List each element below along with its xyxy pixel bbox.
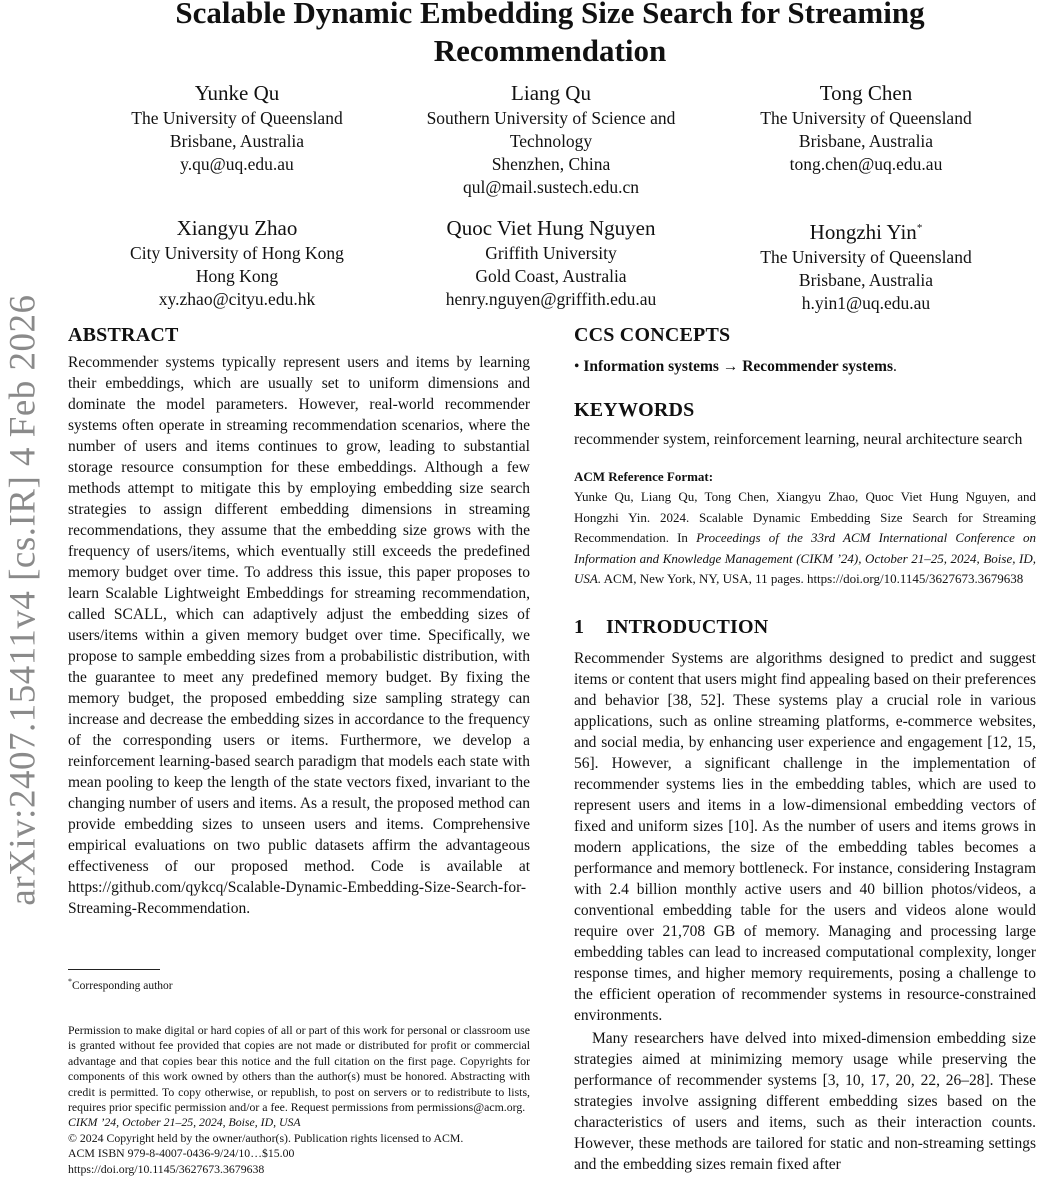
acm-reference-publisher: ACM, New York, NY, USA, 11 pages. https://doi.org/10.1145/3627673.3679638 [601, 571, 1024, 586]
section-number: 1 [574, 615, 585, 638]
ccs-heading: CCS CONCEPTS [574, 324, 731, 346]
abstract-text: Recommender systems typically represent users and items by learning their embeddings, which are usually set to uniform dimensions and dominate the model parameters. However, real-world recommender systems often operate in streaming recommendation scenarios, where the number of users and items continues to grow, leading to substantial storage resource consumption for these embeddings. Although a few methods attempt to mitigate this by employing embedding size search strategies to assign different embedding dimensions in streaming recommendations, they assume that the embedding size grows with the frequency of users/items, which eventually still exceeds the predefined memory budget over time. To address this issue, this paper proposes to learn Scalable Lightweight Embeddings for streaming recommendation, called SCALL, which can adaptively adjust the embedding sizes of users/items within a given memory budget over time. Specifically, we propose to sample embedding sizes from a probabilistic distribution, with the guarantee to meet any predefined memory budget. By fixing the memory budget, the proposed embedding size sampling strategy can increase and decrease the embedding sizes in accordance to the frequency of the corresponding users or items. Furthermore, we develop a reinforcement learning-based search paradigm that models each state with mean pooling to keep the length of the state vectors fixed, invariant to the changing number of users and items. As a result, the proposed method can provide embedding sizes to unseen users and items. Comprehensive empirical evaluations on two public datasets affirm the advantageous effectiveness of our proposed method. Code is available at https://github.com/qykcq/Scalable-Dynamic-Embedding-Size-Search-for-Streaming-Recommendation. [68, 354, 530, 917]
author-location: Brisbane, Australia [169, 131, 305, 151]
author-location: Brisbane, Australia [798, 131, 934, 151]
author-location: Gold Coast, Australia [475, 266, 627, 286]
paper-title: Scalable Dynamic Embedding Size Search for Streaming Recommendation [175, 0, 925, 68]
author-affiliation: The University of Queensland [760, 108, 972, 128]
ccs-concept: Information systems [583, 358, 719, 375]
author-email: qul@mail.sustech.edu.cn [462, 177, 639, 197]
left-column [68, 322, 530, 919]
acm-reference-proceedings: Proceedings of the 33rd ACM International Conference on Information and Knowledge Management (CIKM ’24), October 21–25, 2024, Boise, ID, USA. [574, 530, 1036, 586]
author-location: Hong Kong [195, 266, 279, 286]
author-block-3 [737, 80, 995, 176]
author-name: Xiangyu Zhao [176, 216, 298, 240]
intro-paragraph-1: Recommender Systems are algorithms designed to predict and suggest items or content that users might find appealing based on their preferences and behavior [38, 52]. These systems play a crucial role in various applications, such as online streaming platforms, e-commerce websites, and social media, by enhancing user experience and engagement [12, 15, 56]. However, a significant challenge in the implementation of recommender systems lies in the embedding tables, which are used to represent users and items in a low-dimensional embedding vectors of fixed and uniform sizes [10]. As the number of users and items grows in modern applications, the size of the embedding tables becomes a performance and memory bottleneck. For instance, considering Instagram with 2.4 billion monthly active users and 40 billion photos/videos, a conventional embedding table for the users and videos alone would require over 21,708 GB of memory. Managing and processing large embedding tables can lead to increased computational complexity, longer response times, and higher memory requirements, posing a challenge to the efficient operation of recommender systems in resource-constrained environments. [574, 649, 1036, 1024]
author-block-1 [110, 80, 364, 176]
author-block-6 [737, 215, 995, 315]
ccs-end: . [893, 358, 897, 375]
abstract-heading: ABSTRACT [68, 324, 179, 346]
author-name: Liang Qu [511, 81, 591, 105]
author-affiliation: Southern University of Science and Technology [426, 108, 676, 151]
author-block-4 [110, 215, 364, 311]
author-email: h.yin1@uq.edu.au [801, 293, 931, 313]
copyright-line: © 2024 Copyright held by the owner/author(s). Publication rights licensed to ACM. [68, 1130, 464, 1145]
keywords-heading: KEYWORDS [574, 399, 695, 421]
author-location: Shenzhen, China [491, 154, 611, 174]
acm-reference-authors: Yunke Qu, Liang Qu, Tong Chen, Xiangyu Zhao, Quoc Viet Hung Nguyen, and Hongzhi Yin. 2024. Scalable Dynamic Embedding Size Search for Streaming Recommendation. In [574, 489, 1036, 545]
section-title: INTRODUCTION [606, 615, 769, 638]
author-affiliation: The University of Queensland [131, 108, 343, 128]
author-name-text: Hongzhi Yin [809, 220, 917, 244]
acm-reference-heading: ACM Reference Format: [574, 469, 714, 484]
author-affiliation: Griffith University [485, 243, 617, 263]
author-location: Brisbane, Australia [798, 270, 934, 290]
author-name: Yunke Qu [194, 81, 280, 105]
arrow-icon: → [722, 358, 739, 375]
footnote-mark: * [68, 977, 72, 986]
footnote [68, 974, 173, 994]
permission-text: Permission to make digital or hard copies of all or part of this work for personal or classroom use is granted without fee provided that copies are not made or distributed for profit or commercial advantage and that copies bear this notice and the full citation on the first page. Copyrights for components of this work owned by others than the author(s) must be honored. Abstracting with credit is permitted. To copy otherwise, or republish, to post on servers or to redistribute to lists, requires prior specific permission and/or a fee. Request permissions from permissions@acm.org. [68, 1023, 530, 1115]
right-column [574, 322, 1036, 1175]
author-email: y.qu@uq.edu.au [180, 154, 294, 174]
author-name [737, 215, 995, 246]
ccs-concepts [574, 356, 1036, 377]
footnote-rule [68, 969, 160, 970]
venue-line: CIKM ’24, October 21–25, 2024, Boise, ID, USA [68, 1115, 301, 1130]
ccs-bullet: • [574, 358, 580, 375]
author-block-5 [404, 215, 698, 311]
corresponding-author-mark: * [916, 222, 923, 234]
arxiv-identifier-text: arXiv:2407.15411v4 [cs.IR] 4 Feb 2026 [2, 294, 44, 906]
arxiv-identifier-stamp [2, 280, 44, 920]
acm-reference-text [574, 487, 1036, 590]
author-email: henry.nguyen@griffith.edu.au [445, 289, 657, 309]
isbn-line: ACM ISBN 979-8-4007-0436-9/24/10…$15.00 [68, 1146, 295, 1161]
author-affiliation: City University of Hong Kong [130, 243, 344, 263]
author-name: Tong Chen [819, 81, 913, 105]
author-email: tong.chen@uq.edu.au [789, 154, 943, 174]
footnote-text: Corresponding author [72, 979, 173, 992]
doi-link[interactable]: https://doi.org/10.1145/3627673.3679638 [68, 1161, 265, 1176]
intro-paragraph-2: Many researchers have delved into mixed-dimension embedding size strategies aimed at minimizing memory usage while preserving the performance of recommender systems [3, 10, 17, 20, 22, 26–28]. These strategies involve assigning different embedding sizes based on the characteristics of users and items, such as their interaction counts. However, these methods are tailored for static and non-streaming settings and the embedding sizes remain fixed after [574, 1029, 1036, 1173]
author-affiliation: The University of Queensland [760, 247, 972, 267]
author-email: xy.zhao@cityu.edu.hk [158, 289, 316, 309]
author-name: Quoc Viet Hung Nguyen [446, 216, 656, 240]
keywords-text: recommender system, reinforcement learning, neural architecture search [574, 431, 1023, 448]
author-block-2 [404, 80, 698, 199]
introduction-heading [574, 614, 1036, 640]
ccs-subconcept: Recommender systems [742, 358, 893, 375]
permission-notice [68, 1023, 530, 1177]
